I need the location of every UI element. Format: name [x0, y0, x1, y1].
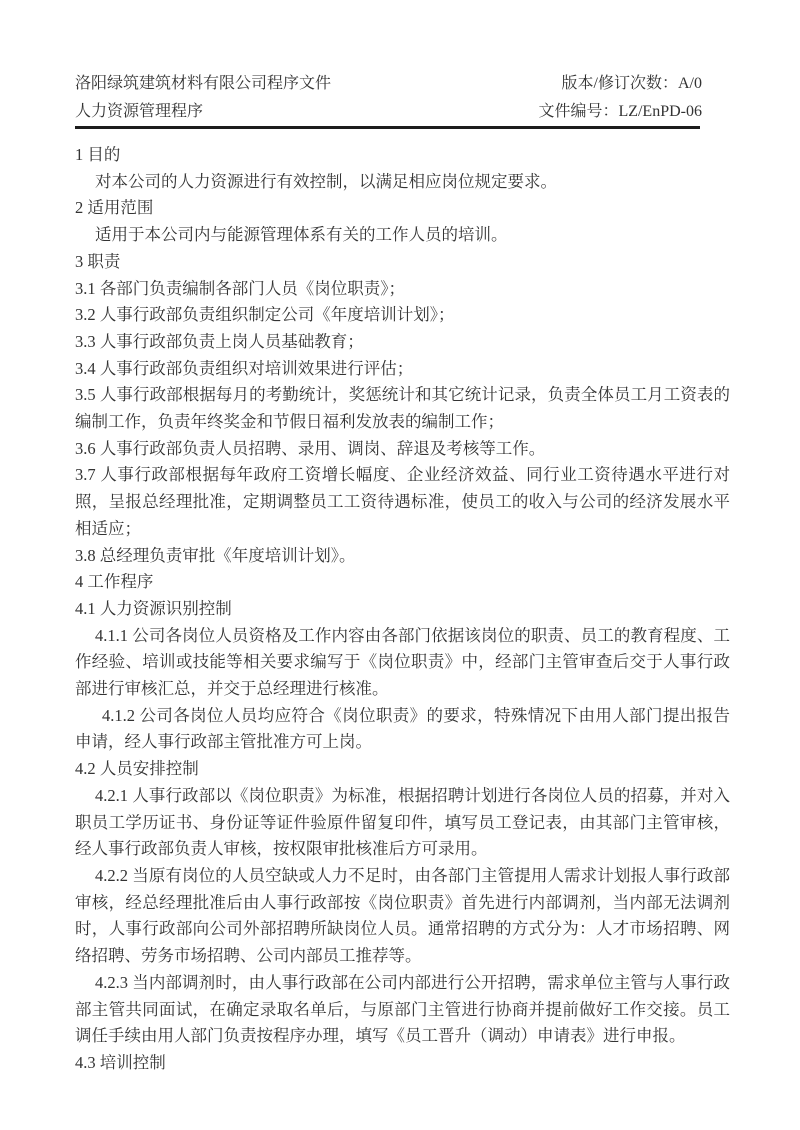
para-3-5: 3.5 人事行政部根据每月的考勤统计，奖惩统计和其它统计记录，负责全体员工月工资表的编制工作，负责年终奖金和节假日福利发放表的编制工作； — [75, 385, 730, 432]
para-3-1: 3.1 各部门负责编制各部门人员《岗位职责》； — [75, 278, 405, 298]
para-3-4: 3.4 人事行政部负责组织对培训效果进行评估； — [75, 358, 414, 378]
version-revision-label: 版本/修订次数：A/0 — [561, 75, 702, 92]
para-4-1-2: 4.1.2 公司各岗位人员均应符合《岗位职责》的要求，特殊情况下由用人部门提出报告申请，经人事行政部主管批准方可上岗。 — [75, 705, 730, 752]
heading-4-procedure: 4 工作程序 — [75, 572, 154, 592]
para-3-8: 3.8 总经理负责审批《年度培训计划》。 — [75, 545, 356, 565]
heading-2-scope: 2 适用范围 — [75, 198, 154, 218]
heading-3-responsibility: 3 职责 — [75, 251, 121, 271]
heading-4-1-hr-identify: 4.1 人力资源识别控制 — [75, 598, 232, 618]
heading-4-3-training: 4.3 培训控制 — [75, 1052, 166, 1072]
para-4-2-1: 4.2.1 人事行政部以《岗位职责》为标准，根据招聘计划进行各岗位人员的招募，并对入职员工学历证书、身份证等证件验原件留复印件，填写员工登记表，由其部门主管审核，经人事行政部负责人审核，按权限审批核准后方可录用。 — [75, 785, 730, 859]
header-left-block — [75, 70, 331, 126]
document-number-label: 文件编号：LZ/EnPD-06 — [538, 103, 702, 120]
para-3-6: 3.6 人事行政部负责人员招聘、录用、调岗、辞退及考核等工作。 — [75, 438, 546, 458]
para-4-2-3: 4.2.3 当内部调剂时，由人事行政部在公司内部进行公开招聘，需求单位主管与人事行政部主管共同面试，在确定录取名单后，与原部门主管进行协商并提前做好工作交接。员工调任手续由用人部门负责按程序办理，填写《员工晋升（调动）申请表》进行申报。 — [75, 972, 730, 1046]
para-3-3: 3.3 人事行政部负责上岗人员基础教育； — [75, 331, 364, 351]
company-doc-title: 洛阳绿筑建筑材料有限公司程序文件 — [75, 75, 332, 92]
document-body — [0, 129, 800, 1077]
document-header — [0, 0, 800, 126]
para-3-7: 3.7 人事行政部根据每年政府工资增长幅度、企业经济效益、同行业工资待遇水平进行对照，呈报总经理批准，定期调整员工工资待遇标准，使员工的收入与公司的经济发展水平相适应； — [75, 465, 730, 538]
para-4-1-1: 4.1.1 公司各岗位人员资格及工作内容由各部门依据该岗位的职责、员工的教育程度、工作经验、培训或技能等相关要求编写于《岗位职责》中，经部门主管审查后交于人事行政部进行审核汇总，并交于总经理进行核准。 — [75, 625, 730, 699]
header-right-block — [538, 70, 702, 126]
heading-1-purpose: 1 目的 — [75, 145, 121, 164]
para-4-2-2: 4.2.2 当原有岗位的人员空缺或人力不足时，由各部门主管提用人需求计划报人事行政部审核，经总经理批准后由人事行政部按《岗位职责》首先进行内部调剂，当内部无法调剂时，人事行政部向公司外部招聘所缺岗位人员。通常招聘的方式分为：人才市场招聘、网络招聘、劳务市场招聘、公司内部员工推荐等。 — [75, 865, 730, 966]
para-scope: 适用于本公司内与能源管理体系有关的工作人员的培训。 — [95, 225, 508, 245]
heading-4-2-staffing: 4.2 人员安排控制 — [75, 759, 199, 779]
para-3-2: 3.2 人事行政部负责组织制定公司《年度培训计划》； — [75, 305, 455, 325]
para-purpose: 对本公司的人力资源进行有效控制，以满足相应岗位规定要求。 — [95, 171, 557, 191]
procedure-title: 人力资源管理程序 — [75, 103, 204, 120]
